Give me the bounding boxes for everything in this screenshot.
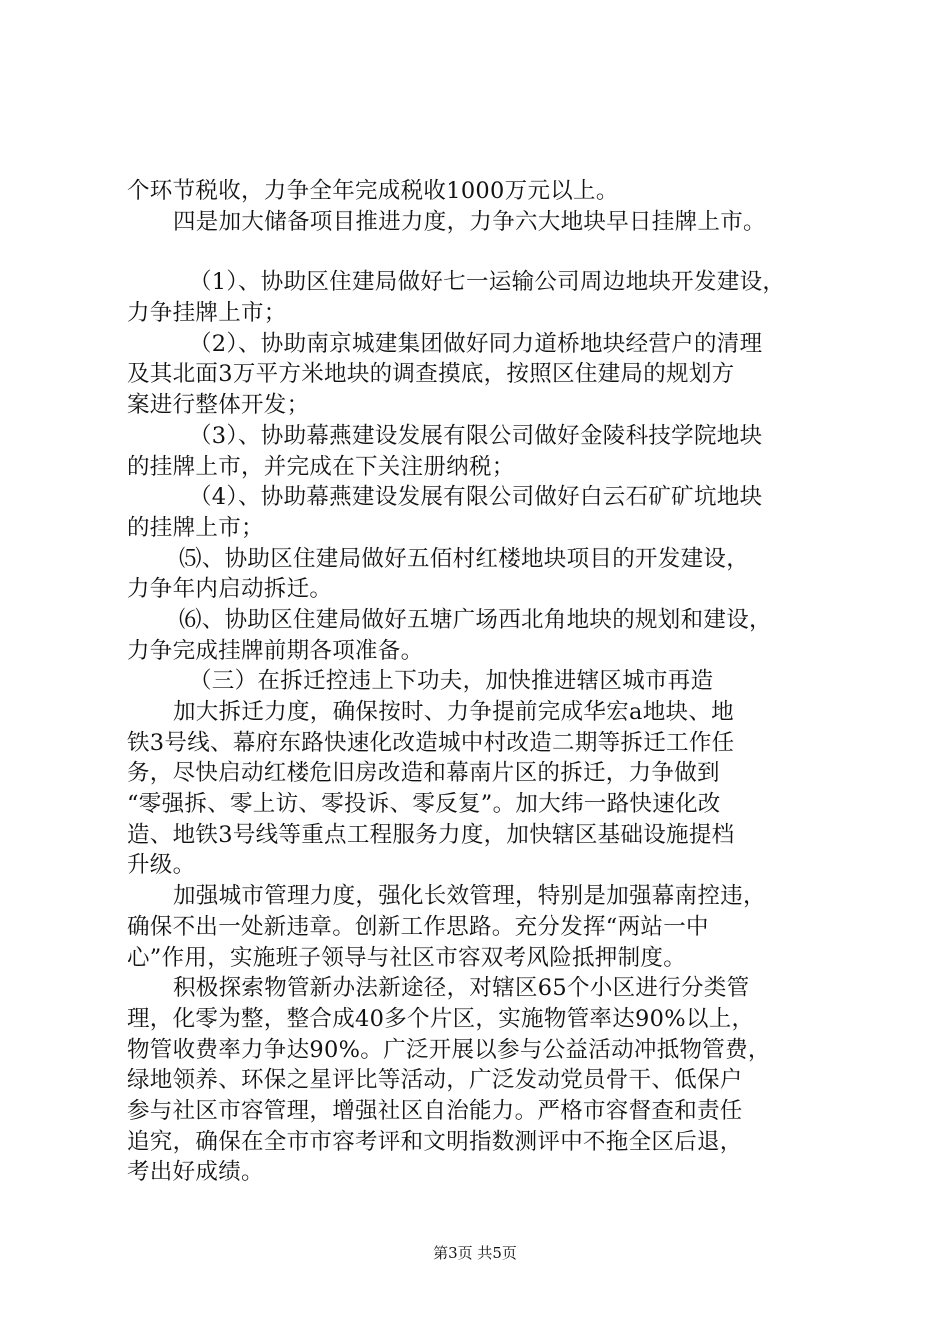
text-line: 的挂牌上市； <box>127 514 264 541</box>
blank-gap <box>127 237 847 267</box>
text-line: 追究，确保在全市市容考评和文明指数测评中不拖全区后退， <box>127 1128 743 1155</box>
text-line: 铁3号线、幕府东路快速化改造城中村改造二期等拆迁工作任 <box>127 729 735 756</box>
text-line: 力争完成挂牌前期各项准备。 <box>127 637 424 664</box>
section-heading: （三）在拆迁控违上下功夫，加快推进辖区城市再造 <box>189 668 714 695</box>
text-line: 力争年内启动拆迁。 <box>127 576 333 603</box>
list-item-line: （1）、协助区住建局做好七一运输公司周边地块开发建设， <box>189 269 786 296</box>
text-line: 物管收费率力争达90%。广泛开展以参与公益活动冲抵物管费， <box>127 1036 771 1063</box>
text-line: 考出好成绩。 <box>127 1159 264 1186</box>
page-footer: 第3页 共5页 <box>433 1244 517 1262</box>
list-item-line: （4）、协助幕燕建设发展有限公司做好白云石矿矿坑地块 <box>189 484 763 511</box>
paragraph-line: 加大拆迁力度，确保按时、力争提前完成华宏a地块、地 <box>173 699 734 725</box>
text-line: 个环节税收，力争全年完成税收1000万元以上。 <box>127 178 619 204</box>
text-line: 心”作用，实施班子领导与社区市容双考风险抵押制度。 <box>127 944 687 971</box>
paragraph-line: 四是加大储备项目推进力度，力争六大地块早日挂牌上市。 <box>173 208 766 235</box>
text-line: 理，化零为整，整合成40多个片区，实施物管率达90%以上， <box>127 1005 755 1032</box>
text-line: 案进行整体开发； <box>127 392 310 419</box>
text-line: 绿地领养、环保之星评比等活动，广泛发动党员骨干、低保户 <box>127 1067 743 1094</box>
list-item-line: （3）、协助幕燕建设发展有限公司做好金陵科技学院地块 <box>189 422 763 449</box>
document-body <box>127 176 847 1188</box>
text-line: 的挂牌上市，并完成在下关注册纳税； <box>127 453 515 480</box>
text-line: “零强拆、零上访、零投诉、零反复”。加大纬一路快速化改 <box>127 791 721 818</box>
paragraph-line: 加强城市管理力度，强化长效管理，特别是加强幕南控违， <box>173 883 766 910</box>
paragraph-line: 积极探索物管新办法新途径，对辖区65个小区进行分类管 <box>173 975 750 1002</box>
text-line: 务，尽快启动红楼危旧房改造和幕南片区的拆迁，力争做到 <box>127 760 720 787</box>
list-item-line: （2）、协助南京城建集团做好同力道桥地块经营户的清理 <box>189 330 763 357</box>
text-line: 升级。 <box>127 852 196 879</box>
text-line: 参与社区市容管理，增强社区自治能力。严格市容督查和责任 <box>127 1097 743 1124</box>
text-line: 及其北面3万平方米地块的调查摸底，按照区住建局的规划方 <box>127 361 735 388</box>
list-item-line: ⑹、协助区住建局做好五塘广场西北角地块的规划和建设， <box>179 606 772 633</box>
text-line: 造、地铁3号线等重点工程服务力度，加快辖区基础设施提档 <box>127 821 735 848</box>
list-item-line: ⑸、协助区住建局做好五佰村红楼地块项目的开发建设， <box>179 545 750 572</box>
text-line: 确保不出一处新违章。创新工作思路。充分发挥“两站一中 <box>127 913 709 940</box>
text-line: 力争挂牌上市； <box>127 300 287 327</box>
